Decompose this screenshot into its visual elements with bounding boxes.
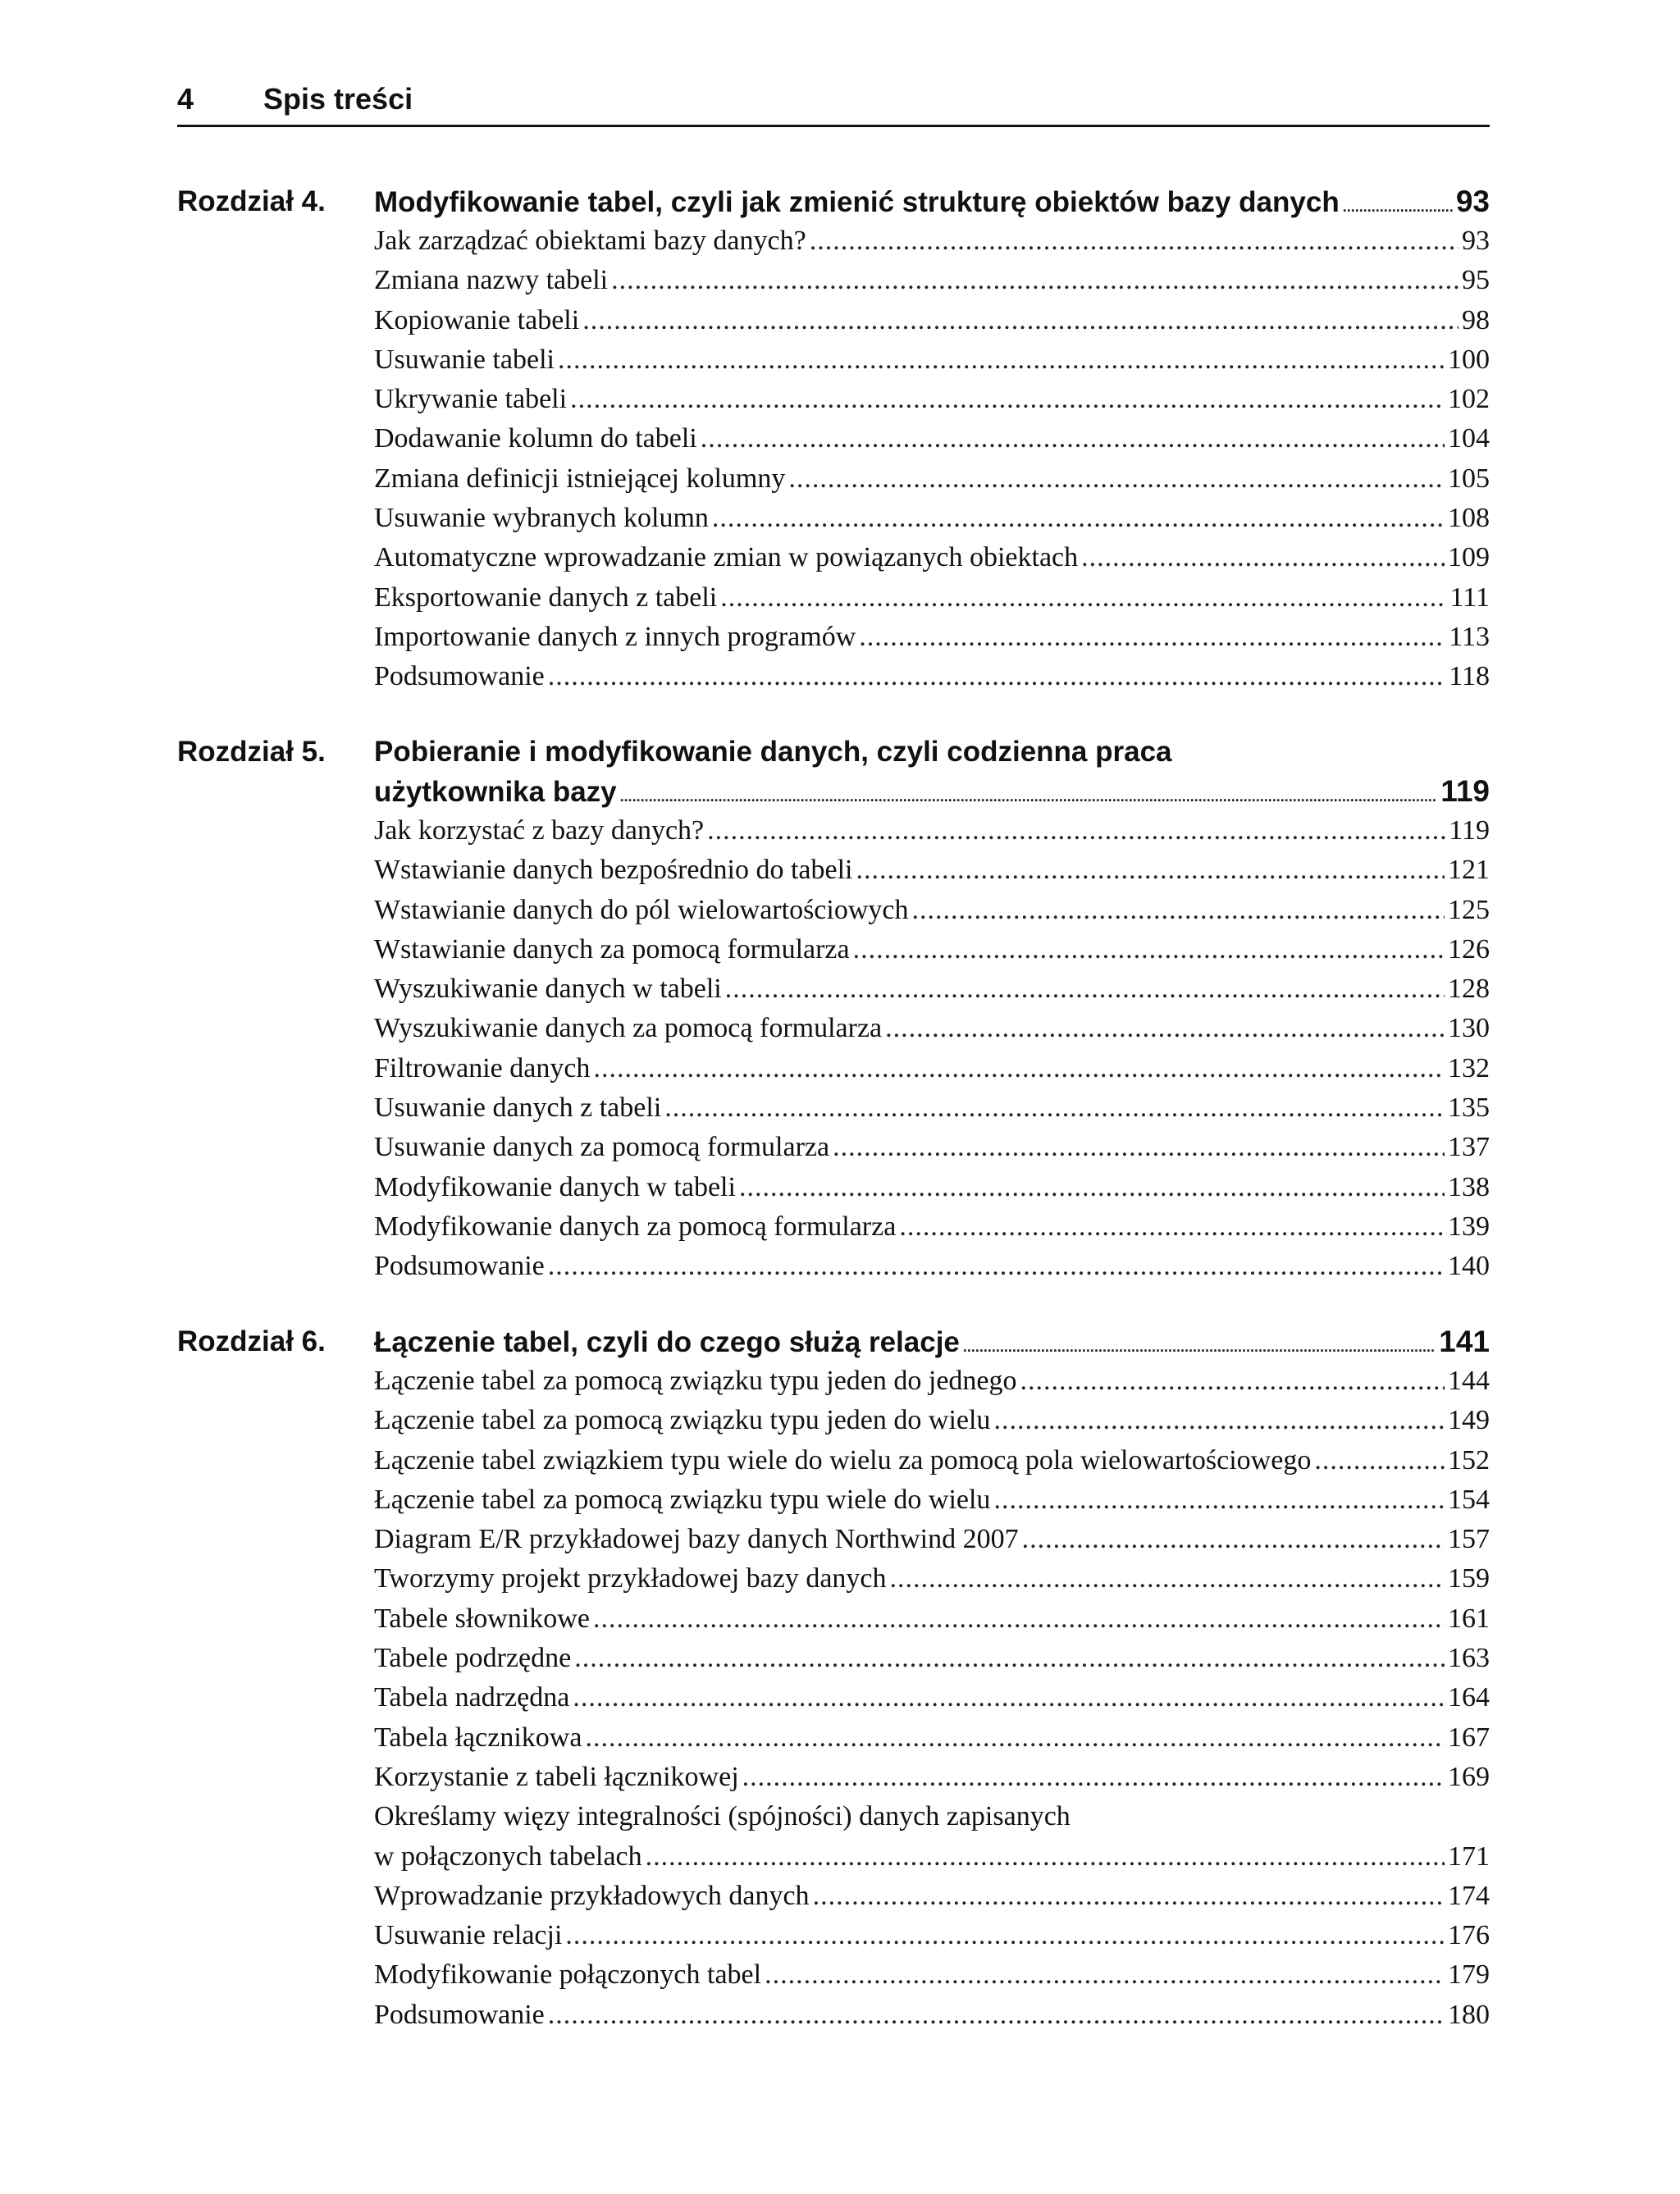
- entry-title: Modyfikowanie danych w tabeli: [374, 1171, 736, 1202]
- entry-title: Dodawanie kolumn do tabeli: [374, 423, 697, 454]
- chapter-4: [177, 182, 1490, 697]
- toc-entry[interactable]: [374, 657, 1490, 696]
- toc-entry[interactable]: [374, 380, 1490, 419]
- chapter-heading[interactable]: [374, 182, 1490, 221]
- dot-leader: [565, 1916, 1445, 1955]
- entry-page: 157: [1448, 1524, 1490, 1555]
- entry-page: 132: [1448, 1052, 1490, 1083]
- dot-leader: [1022, 1520, 1445, 1559]
- toc-entry[interactable]: [374, 261, 1490, 300]
- chapter-page: 141: [1439, 1325, 1490, 1358]
- entry-title: Określamy więzy integralności (spójności) danych zapisanych: [374, 1801, 1071, 1832]
- dot-leader: [859, 618, 1445, 657]
- toc-entry-line2[interactable]: [374, 1837, 1490, 1877]
- toc-entry[interactable]: [374, 1996, 1490, 2035]
- entry-title: Usuwanie danych za pomocą formularza: [374, 1132, 830, 1163]
- entry-title: Usuwanie relacji: [374, 1920, 563, 1951]
- entry-page: 140: [1448, 1251, 1490, 1282]
- toc-entry[interactable]: [374, 1480, 1490, 1520]
- entry-page: 135: [1448, 1092, 1490, 1124]
- entry-page: 128: [1448, 974, 1490, 1005]
- entry-title: Diagram E/R przykładowej bazy danych Northwind 2007: [374, 1524, 1019, 1555]
- dot-leader: [788, 459, 1445, 499]
- entry-title: Eksportowanie danych z tabeli: [374, 582, 718, 613]
- entry-page: 102: [1448, 384, 1490, 415]
- entry-page: 149: [1448, 1405, 1490, 1436]
- entry-title: Podsumowanie: [374, 1251, 545, 1282]
- entry-page: 163: [1448, 1643, 1490, 1674]
- toc-entry[interactable]: [374, 1877, 1490, 1916]
- dot-leader: [712, 499, 1445, 538]
- entry-page: 169: [1448, 1761, 1490, 1792]
- entry-title: Zmiana definicji istniejącej kolumny: [374, 463, 786, 494]
- entry-title: Podsumowanie: [374, 661, 545, 692]
- chapter-6: [177, 1322, 1490, 2035]
- entry-title: Usuwanie wybranych kolumn: [374, 503, 709, 534]
- toc-entry[interactable]: [374, 1088, 1490, 1128]
- toc-entry[interactable]: [374, 891, 1490, 930]
- entry-page: 159: [1448, 1563, 1490, 1594]
- dot-leader: [890, 1559, 1445, 1599]
- toc-entry[interactable]: [374, 1718, 1490, 1758]
- entry-page: 171: [1448, 1840, 1490, 1872]
- dot-leader: [1020, 1362, 1445, 1401]
- entry-page: 139: [1448, 1211, 1490, 1242]
- toc-entry[interactable]: [374, 1678, 1490, 1717]
- chapter-entries: [374, 1322, 1490, 2035]
- toc-entry[interactable]: [374, 578, 1490, 618]
- dot-leader: [853, 930, 1445, 969]
- dot-leader: [742, 1758, 1445, 1797]
- toc-entry[interactable]: [374, 1401, 1490, 1440]
- entry-title: Filtrowanie danych: [374, 1052, 591, 1083]
- entry-title: Tabela łącznikowa: [374, 1722, 582, 1753]
- chapter-label: Rozdział 5.: [177, 736, 326, 768]
- dot-leader: [558, 340, 1445, 380]
- chapter-title: Pobieranie i modyfikowanie danych, czyli codzienna praca: [374, 736, 1172, 768]
- toc-entry[interactable]: [374, 419, 1490, 458]
- toc-entry-line1[interactable]: [374, 1797, 1490, 1836]
- entry-page: 179: [1448, 1959, 1490, 1991]
- entry-title: Wstawianie danych za pomocą formularza: [374, 933, 850, 965]
- entry-page: 100: [1448, 344, 1490, 375]
- entry-page: 176: [1448, 1920, 1490, 1951]
- chapter-heading[interactable]: [374, 1322, 1490, 1362]
- dot-leader: [548, 657, 1445, 696]
- entry-title: Tabele podrzędne: [374, 1643, 572, 1674]
- dot-leader: [739, 1168, 1445, 1207]
- entry-title: Podsumowanie: [374, 1999, 545, 2030]
- toc-entry[interactable]: [374, 1639, 1490, 1678]
- toc-entry[interactable]: [374, 969, 1490, 1009]
- dot-leader: [585, 1718, 1445, 1758]
- entry-title: Wyszukiwanie danych za pomocą formularza: [374, 1013, 883, 1044]
- entry-title: Usuwanie tabeli: [374, 344, 555, 375]
- entry-page: 144: [1448, 1366, 1490, 1396]
- chapter-page: 119: [1440, 774, 1490, 808]
- dot-leader: [993, 1480, 1445, 1520]
- entry-page: 95: [1462, 265, 1490, 296]
- entry-title: Modyfikowanie połączonych tabel: [374, 1959, 762, 1991]
- entry-page: 98: [1462, 304, 1490, 335]
- dot-leader: [725, 969, 1445, 1009]
- toc-entry[interactable]: [374, 1758, 1490, 1797]
- entry-title: Korzystanie z tabeli łącznikowej: [374, 1761, 739, 1792]
- dot-leader: [810, 221, 1459, 261]
- entry-page: 109: [1448, 542, 1490, 573]
- dot-leader: [664, 1088, 1445, 1128]
- dot-leader: [707, 811, 1445, 851]
- entry-title: Łączenie tabel związkiem typu wiele do wielu za pomocą pola wielowartościowego: [374, 1444, 1312, 1476]
- entry-page: 113: [1449, 621, 1490, 652]
- entry-page: 118: [1449, 661, 1490, 692]
- entry-page: 154: [1448, 1484, 1490, 1515]
- dot-leader: [573, 1678, 1445, 1717]
- toc-entry[interactable]: [374, 1520, 1490, 1559]
- running-head-title: Spis treści: [263, 82, 413, 116]
- entry-page: 174: [1448, 1880, 1490, 1911]
- chapter-entries: [374, 182, 1490, 697]
- dot-leader: [611, 261, 1459, 300]
- toc-entry[interactable]: [374, 1168, 1490, 1207]
- dot-leader: [701, 419, 1445, 458]
- toc-entry[interactable]: [374, 1128, 1490, 1167]
- chapter-label: Rozdział 6.: [177, 1325, 326, 1357]
- entry-title: Łączenie tabel za pomocą związku typu wiele do wielu: [374, 1484, 991, 1515]
- entry-page: 119: [1449, 815, 1490, 846]
- dot-leader: [833, 1128, 1445, 1167]
- entry-title: Automatyczne wprowadzanie zmian w powiązanych obiektach: [374, 542, 1079, 573]
- toc-entry[interactable]: [374, 1362, 1490, 1401]
- entry-title: Wyszukiwanie danych w tabeli: [374, 974, 722, 1005]
- toc-entry[interactable]: [374, 221, 1490, 261]
- dot-leader: [720, 578, 1446, 618]
- entry-title: Łączenie tabel za pomocą związku typu jeden do wielu: [374, 1405, 991, 1436]
- entry-title: Wprowadzanie przykładowych danych: [374, 1880, 810, 1911]
- dot-leader: [993, 1401, 1445, 1440]
- entry-title: Modyfikowanie danych za pomocą formularza: [374, 1211, 897, 1242]
- toc-entry[interactable]: [374, 499, 1490, 538]
- toc-entry[interactable]: [374, 538, 1490, 577]
- chapter-title: Łączenie tabel, czyli do czego służą relacje: [374, 1326, 960, 1358]
- toc-entry[interactable]: [374, 1955, 1490, 1995]
- dot-leader: [963, 1327, 1436, 1366]
- entry-page: 93: [1462, 226, 1490, 256]
- toc-entry[interactable]: [374, 811, 1490, 851]
- entry-page: 105: [1448, 463, 1490, 494]
- entry-title: Jak korzystać z bazy danych?: [374, 815, 705, 846]
- entry-page: 161: [1448, 1603, 1490, 1634]
- toc-entry[interactable]: [374, 1599, 1490, 1639]
- page-number: 4: [177, 82, 194, 116]
- entry-page: 152: [1448, 1444, 1490, 1476]
- toc-entry[interactable]: [374, 618, 1490, 657]
- entry-title: Tworzymy projekt przykładowej bazy danych: [374, 1563, 887, 1594]
- toc-entry[interactable]: [374, 1049, 1490, 1088]
- dot-leader: [548, 1247, 1445, 1286]
- toc-entry[interactable]: [374, 1559, 1490, 1599]
- entry-page: 167: [1448, 1722, 1490, 1753]
- chapter-heading-line1[interactable]: [374, 732, 1490, 772]
- chapter-heading-line2[interactable]: [374, 772, 1490, 811]
- dot-leader: [885, 1009, 1445, 1048]
- dot-leader: [570, 380, 1445, 419]
- toc-entry[interactable]: [374, 1916, 1490, 1955]
- dot-leader: [574, 1639, 1445, 1678]
- entry-page: 104: [1448, 423, 1490, 454]
- dot-leader: [856, 851, 1445, 890]
- dot-leader: [911, 891, 1445, 930]
- dot-leader: [548, 1996, 1445, 2035]
- toc-entry[interactable]: [374, 1207, 1490, 1247]
- entry-title: Zmiana nazwy tabeli: [374, 265, 609, 296]
- dot-leader: [1314, 1441, 1445, 1480]
- entry-page: 125: [1448, 894, 1490, 925]
- toc-entry[interactable]: [374, 851, 1490, 890]
- toc-entry[interactable]: [374, 1009, 1490, 1048]
- toc-entry[interactable]: [374, 340, 1490, 380]
- dot-leader: [593, 1049, 1445, 1088]
- entry-title: Jak zarządzać obiektami bazy danych?: [374, 226, 806, 256]
- entry-page: 108: [1448, 503, 1490, 534]
- chapter-5: [177, 732, 1490, 1287]
- toc-entry[interactable]: [374, 1247, 1490, 1286]
- entry-title: Wstawianie danych bezpośrednio do tabeli: [374, 855, 853, 886]
- entry-title: Tabela nadrzędna: [374, 1682, 570, 1713]
- entry-page: 111: [1449, 582, 1490, 613]
- entry-page: 164: [1448, 1682, 1490, 1713]
- toc-entry[interactable]: [374, 301, 1490, 340]
- entry-title-continued: w połączonych tabelach: [374, 1840, 642, 1872]
- chapter-entries: [374, 732, 1490, 1287]
- entry-page: 137: [1448, 1132, 1490, 1163]
- chapter-label: Rozdział 4.: [177, 185, 326, 217]
- entry-title: Importowanie danych z innych programów: [374, 621, 856, 652]
- dot-leader: [899, 1207, 1445, 1247]
- toc-entry[interactable]: [374, 459, 1490, 499]
- entry-page: 180: [1448, 1999, 1490, 2030]
- entry-title: Ukrywanie tabeli: [374, 384, 568, 415]
- entry-title: Kopiowanie tabeli: [374, 304, 580, 335]
- chapter-page: 93: [1455, 185, 1490, 218]
- dot-leader: [1343, 187, 1453, 226]
- running-head: [177, 79, 1490, 127]
- entry-page: 138: [1448, 1171, 1490, 1202]
- entry-title: Łączenie tabel za pomocą związku typu jeden do jednego: [374, 1366, 1017, 1396]
- dot-leader: [765, 1955, 1445, 1995]
- toc-entry[interactable]: [374, 930, 1490, 969]
- entry-page: 130: [1448, 1013, 1490, 1044]
- dot-leader: [620, 777, 1438, 816]
- entry-page: 126: [1448, 933, 1490, 965]
- dot-leader: [593, 1599, 1445, 1639]
- entry-title: Usuwanie danych z tabeli: [374, 1092, 662, 1124]
- entry-title: Tabele słownikowe: [374, 1603, 590, 1634]
- entry-title: Wstawianie danych do pól wielowartościowych: [374, 894, 909, 925]
- toc-entry[interactable]: [374, 1441, 1490, 1480]
- chapter-title: Modyfikowanie tabel, czyli jak zmienić strukturę obiektów bazy danych: [374, 186, 1340, 218]
- dot-leader: [582, 301, 1459, 340]
- chapter-title-continued: użytkownika bazy: [374, 776, 617, 808]
- entry-page: 121: [1448, 855, 1490, 886]
- dot-leader: [813, 1877, 1445, 1916]
- dot-leader: [1081, 538, 1445, 577]
- dot-leader: [646, 1837, 1445, 1877]
